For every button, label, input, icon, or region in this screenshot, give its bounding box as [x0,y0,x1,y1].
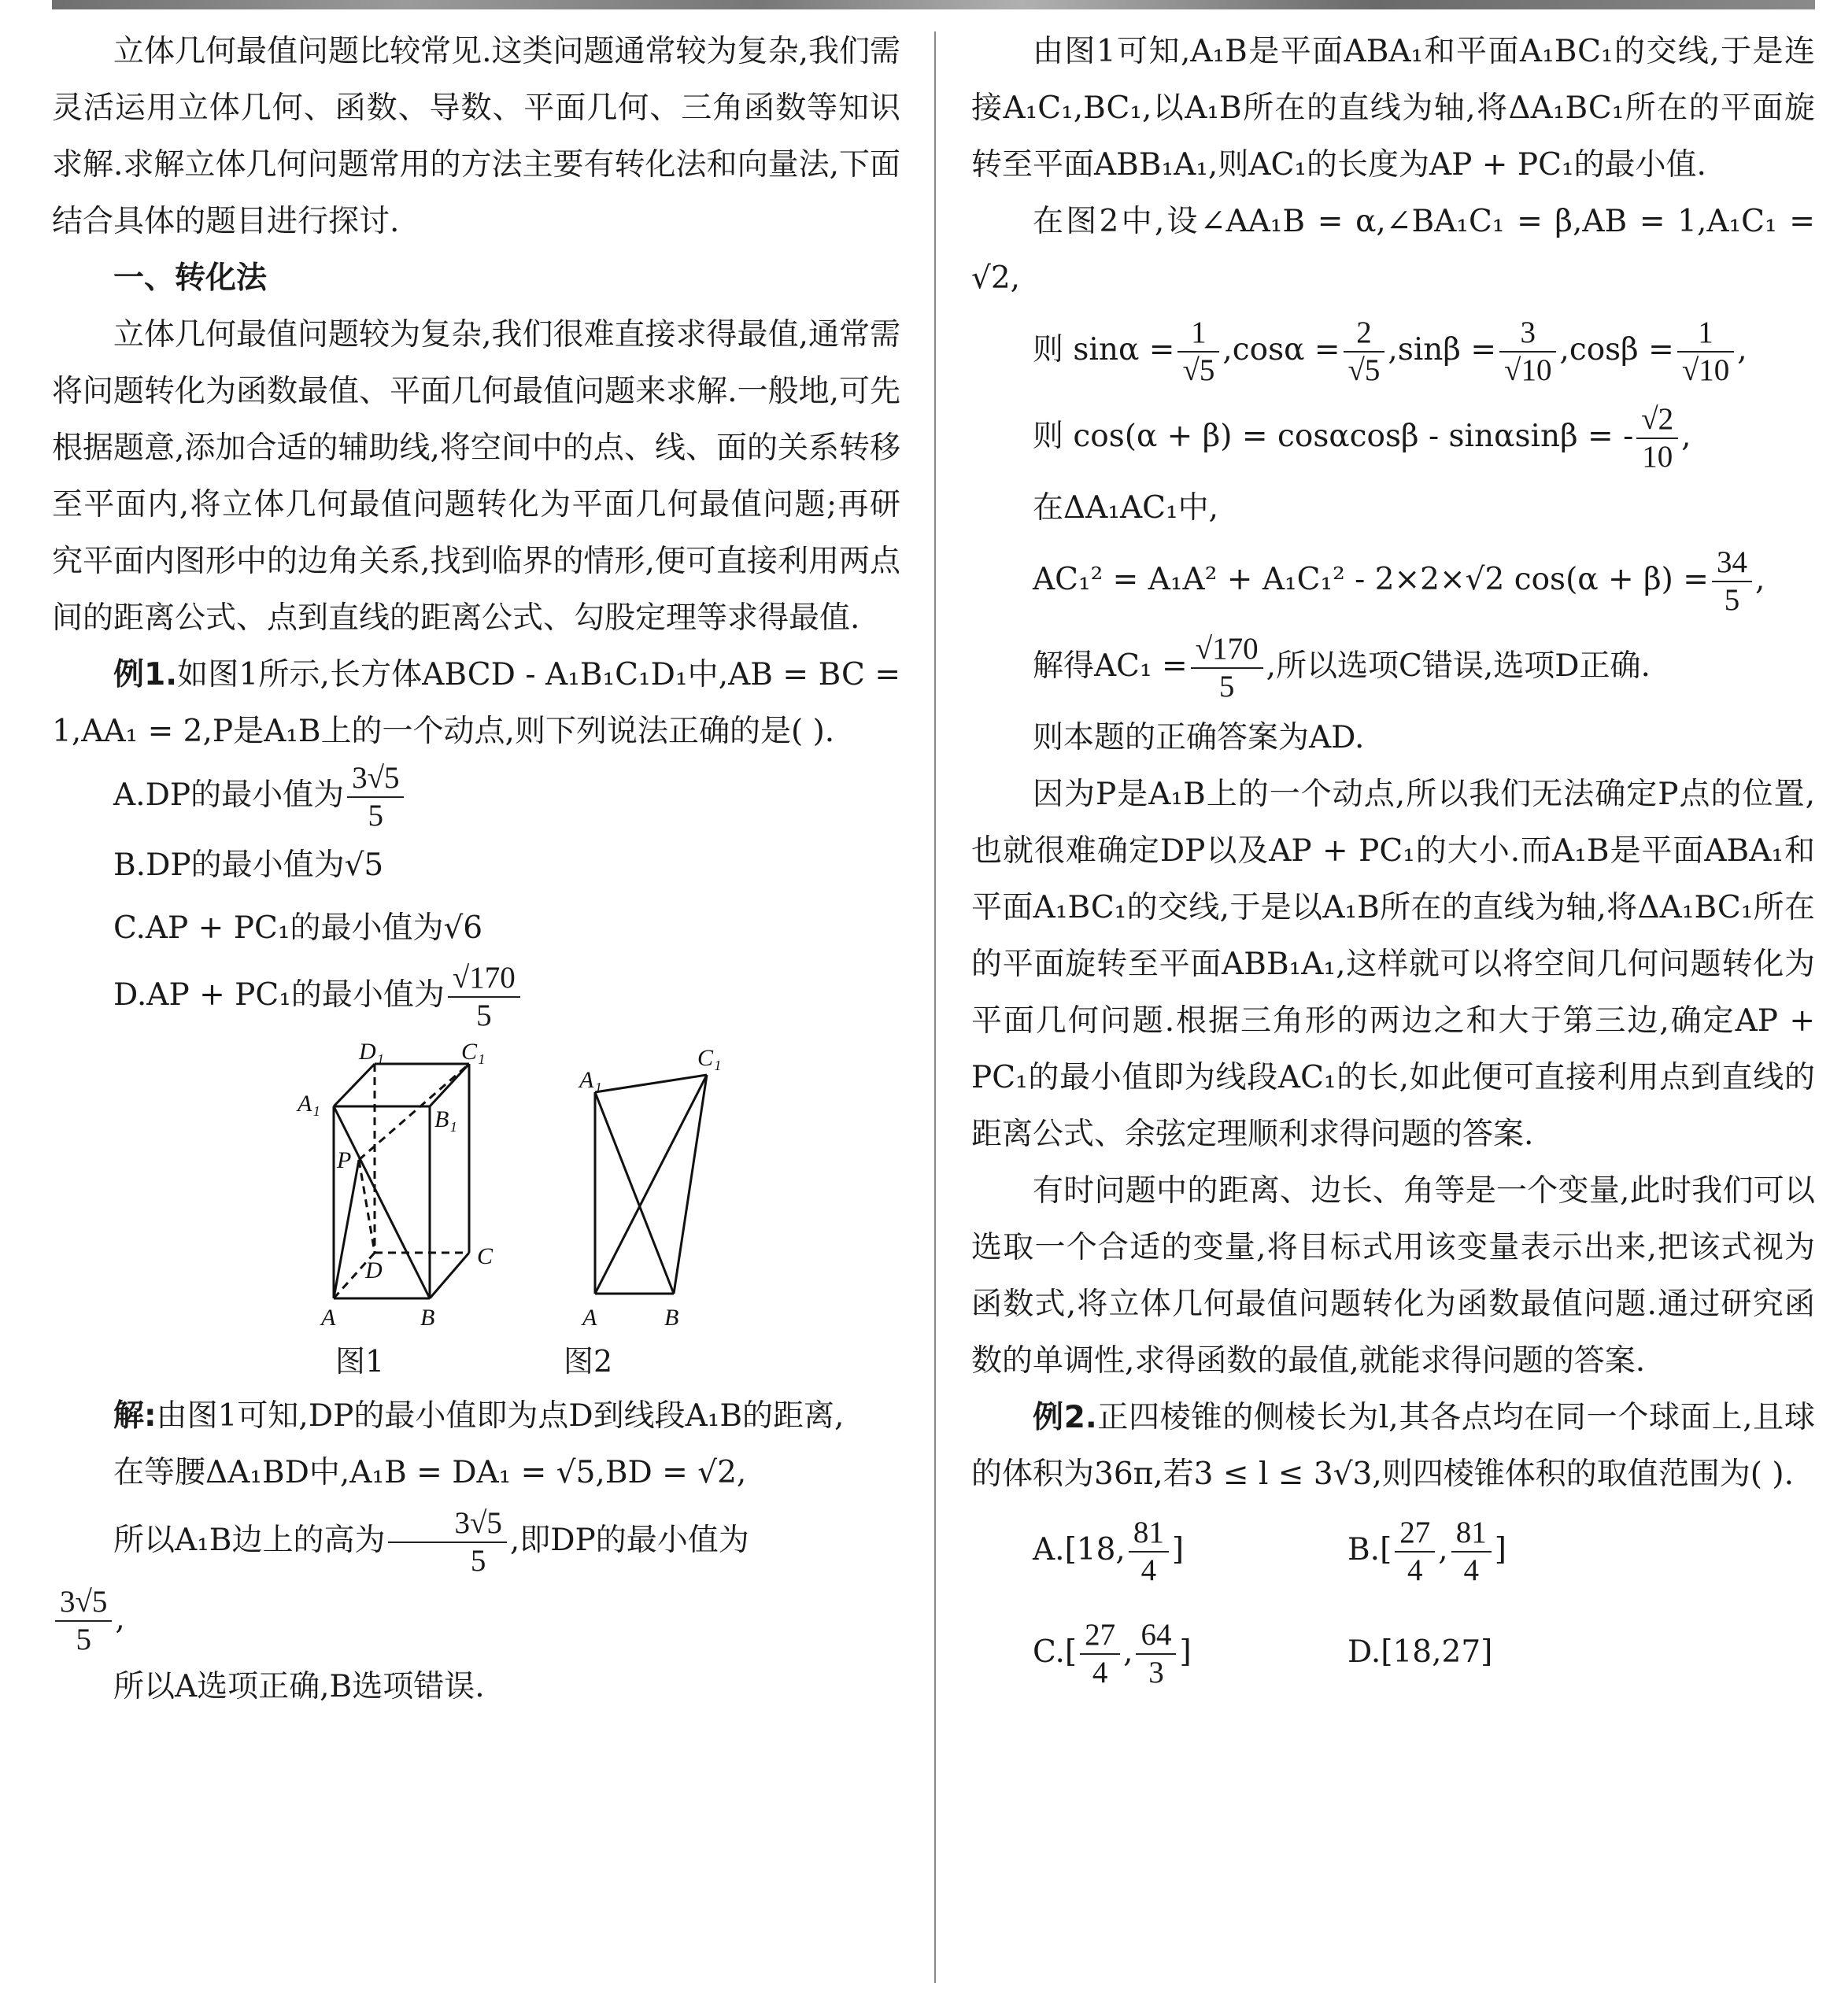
option-label: D. [1347,1634,1381,1670]
denominator: √5 [1347,353,1381,387]
figures-block [52,1042,900,1388]
label-a1: A₁ [579,1067,602,1093]
denominator: 3 [1148,1656,1164,1689]
label-d1: D₁ [359,1042,385,1065]
fraction [1344,315,1385,389]
text: ,sinβ = [1388,332,1497,367]
label-a: A [582,1305,597,1325]
edge-a1b [595,1092,674,1294]
fraction [1451,1515,1492,1589]
example1-label: 例1. [113,657,178,692]
denominator: 5 [368,799,384,833]
option-c [1033,1605,1347,1700]
denominator: 4 [1140,1553,1157,1587]
text: ] [1494,1532,1506,1567]
fraction [388,1505,506,1579]
option-a [1033,1503,1347,1597]
option-label: B. [1347,1532,1381,1567]
denominator: 5 [1218,670,1235,703]
intro-paragraph: 立体几何最值问题比较常见.这类问题通常较为复杂,我们需灵活运用立体几何、函数、导数、平面几何、三角函数等知识求解.求解立体几何问题常用的方法主要有转化法和向量法,下面结合具体的题目进行探讨. [52,34,900,239]
solution-line: 所以A选项正确,B选项错误. [113,1669,485,1704]
example2-text: 正四棱锥的侧棱长为l,其各点均在同一个球面上,且球的体积为36π,若3 ≤ l ≤ 3√3,则四棱锥体积的取值范围为( ). [971,1400,1815,1492]
numerator: 1 [1177,315,1219,353]
solution-line [52,1501,900,1580]
label-c: C [477,1243,494,1269]
numerator: √170 [1191,631,1263,669]
option-text: AP + PC₁的最小值为√6 [145,910,483,946]
option-c [52,897,900,960]
fraction [1191,631,1263,705]
text: [ [1064,1634,1078,1670]
numerator: 3 [1499,315,1556,353]
text: [ [1380,1532,1392,1567]
paragraph: 有时问题中的距离、边长、角等是一个变量,此时我们可以选取一个合适的变量,将目标式用该变量表示出来,把该式视为函数式,将立体几何最值问题转化为函数最值问题.通过研究函数的单调性,求得函数的最值,就能求得问题的答案. [971,1173,1815,1379]
option-d [1347,1605,1662,1700]
header-image-band [52,0,1815,9]
label-d: D [365,1257,383,1283]
option-b [1347,1503,1662,1597]
numerator: 3√5 [388,1505,506,1543]
fraction [1395,1515,1435,1589]
paragraph: 在图2中,设∠AA₁B = α,∠BA₁C₁ = β,AB = 1,A₁C₁ = √2, [971,204,1815,296]
denominator: 5 [76,1623,91,1656]
option-label: D. [113,977,147,1013]
example2-options [971,1503,1815,1700]
label-a: A [321,1305,336,1325]
numerator: 1 [1677,315,1734,353]
column-divider [934,31,936,1983]
answer-line: 则本题的正确答案为AD. [1033,720,1365,755]
example1-text: 如图1所示,长方体ABCD - A₁B₁C₁D₁中,AB = BC = 1,AA₁ = 2,P是A₁B上的一个动点,则下列说法正确的是( ). [52,657,901,749]
numerator: 64 [1136,1617,1176,1655]
numerator: √2 [1636,401,1678,439]
fraction [1677,315,1734,389]
solution-line: 在等腰ΔA₁BD中,A₁B = DA₁ = √5,BD = √2, [113,1455,747,1490]
fraction [1177,315,1219,389]
fraction [1136,1617,1176,1691]
text: ,所以选项C错误,选项D正确. [1266,648,1651,684]
fraction [1636,401,1678,475]
option-b [52,834,900,897]
solution-text: 所以A₁B边上的高为 [113,1523,386,1558]
fraction [55,1584,112,1658]
denominator: 5 [1724,583,1740,617]
denominator: √10 [1504,353,1552,387]
option-d [52,960,900,1034]
text: , [1123,1634,1133,1670]
numerator: 27 [1395,1515,1435,1553]
edge [595,1075,707,1092]
text: , [1438,1532,1448,1567]
paragraph: 由图1可知,A₁B是平面ABA₁和平面A₁BC₁的交线,于是连接A₁C₁,BC₁,以A₁B所在的直线为轴,将ΔA₁BC₁所在的平面旋转至平面ABB₁A₁,则AC₁的长度为AP + PC₁的最小值. [971,34,1815,183]
numerator: √170 [448,960,520,998]
numerator: 27 [1080,1617,1120,1655]
denominator: 10 [1642,440,1673,474]
option-label: C. [113,910,146,946]
option-label: B. [113,847,146,883]
denominator: 5 [476,999,492,1032]
solution-text: ,即DP的最小值为 [509,1523,749,1558]
label-p: P [337,1147,352,1173]
text: ] [1179,1634,1192,1670]
option-label: A. [1033,1532,1065,1567]
trig-values: 则 sinα = $\frac{1}{√5}$ ,cosα = $\frac{2}{√5}$ ,sinβ = $\frac{3}{√10}$ ,cosβ = $\frac{1}{√10}$ , [1033,316,1747,387]
label-b: B [664,1305,679,1325]
numerator: 3√5 [347,760,404,798]
numerator: 34 [1712,545,1752,582]
fraction [448,960,520,1034]
solution-line [52,1388,900,1445]
section-body: 立体几何最值问题较为复杂,我们很难直接求得最值,通常需将问题转化为函数最值、平面几何最值问题来求解.一般地,可先根据题意,添加合适的辅助线,将空间中的点、线、面的关系转移至平面内,将立体几何最值问题转化为平面几何最值问题;再研究平面内图形中的边角关系,找到临界的情形,便可直接利用两点间的距离公式、点到直线的距离公式、勾股定理等求得最值. [52,317,900,636]
example2-question [971,1390,1815,1503]
text: 则 [1033,332,1064,367]
text: 则 cos(α + β) = cosαcosβ - sinαsinβ = - [1033,419,1634,454]
label-b: B [420,1305,435,1325]
figure-2-caption: 图2 [564,1344,613,1379]
text: ] [1171,1532,1185,1567]
edge-ap [334,1160,359,1298]
label-c1: C₁ [697,1045,722,1071]
solution-text: 由图1可知,DP的最小值即为点D到线段A₁B的距离, [156,1398,845,1434]
text: ,cosβ = [1559,332,1674,367]
text: sinα = [1073,332,1175,367]
text: 解得AC₁ = [1033,648,1188,684]
fraction [1080,1617,1120,1691]
denominator: √10 [1681,353,1730,387]
denominator: 4 [1407,1553,1423,1587]
denominator: 5 [470,1544,486,1578]
figure-1-caption: 图1 [335,1344,385,1379]
figure-2-unfolded [556,1042,808,1325]
cos-sum-formula: 则 cos(α + β) = cosαcosβ - sinαsinβ = - $\frac{√2}{10}$ , [1033,402,1691,474]
label-a1: A₁ [298,1091,320,1117]
option-label: C. [1033,1634,1065,1670]
section-heading: 一、转化法 [113,260,268,296]
solution-line: $\frac{3√5}{5}$ , [52,1580,900,1659]
left-column [52,24,900,1715]
right-column [971,24,1815,1700]
fraction [347,760,404,834]
option-a [52,760,900,834]
label-c1: C₁ [461,1042,486,1065]
text: ,cosα = [1222,332,1340,367]
numerator: 81 [1451,1515,1492,1553]
option-text: DP的最小值为√5 [146,847,384,883]
text: [18,27] [1381,1634,1493,1670]
edge [334,1064,375,1106]
text: AC₁² = A₁A² + A₁C₁² - 2×2×√2 cos(α + β) = [1033,562,1709,597]
triangle-line: 在ΔA₁AC₁中, [1033,490,1218,526]
denominator: 4 [1463,1553,1479,1587]
numerator: 81 [1129,1515,1169,1553]
text: [18, [1064,1532,1126,1567]
label-b1: B₁ [434,1106,457,1132]
law-of-cosines: AC₁² = A₁A² + A₁C₁² - 2×2×√2 cos(α + β) = $\frac{34}{5}$ , [1033,545,1765,617]
edge [430,1253,469,1298]
solution-label: 解: [113,1398,157,1434]
denominator: 4 [1092,1656,1108,1689]
numerator: 3√5 [55,1584,112,1622]
option-text: AP + PC₁的最小值为 [146,977,445,1013]
example2-label: 例2. [1033,1400,1097,1435]
paragraph: 因为P是A₁B上的一个动点,所以我们无法确定P点的位置,也就很难确定DP以及AP + PC₁的大小.而A₁B是平面ABA₁和平面A₁BC₁的交线,于是以A₁B所在的直线为轴,将ΔA₁BC₁所在的平面旋转至平面ABB₁A₁,这样就可以将空间几何问题转化为平面几何问题.根据三角形的两边之和大于第三边,确定AP + PC₁的最小值即为线段AC₁的长,如此便可直接利用点到直线的距离公式、余弦定理顺利求得问题的答案. [971,777,1815,1152]
numerator: 2 [1344,315,1385,353]
option-label: A. [113,777,146,813]
fraction [1129,1515,1169,1589]
example1-question [52,647,900,760]
option-text: DP的最小值为 [145,777,345,813]
fraction [1499,315,1556,389]
result-line [971,623,1815,710]
denominator: √5 [1182,353,1215,387]
fraction [1712,545,1752,618]
